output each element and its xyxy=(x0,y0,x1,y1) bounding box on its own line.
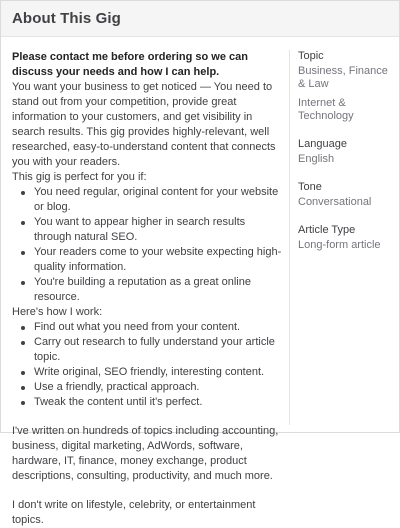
list-item: Carry out research to fully understand your article topic. xyxy=(28,335,282,365)
article-type-label: Article Type xyxy=(298,224,356,236)
list-item: Write original, SEO friendly, interesting content. xyxy=(28,365,282,380)
language-value: English xyxy=(298,153,335,165)
list-item: You want to appear higher in search results through natural SEO. xyxy=(28,215,282,245)
card-title: About This Gig xyxy=(12,10,121,27)
article-type-group xyxy=(298,224,398,252)
list-item: Use a friendly, practical approach. xyxy=(28,380,282,395)
description-lead: Please contact me before ordering so we can discuss your needs and how I can help. xyxy=(12,51,248,78)
perfect-for-heading: This gig is perfect for you if: xyxy=(12,171,147,183)
description-exclusions: I don't write on lifestyle, celebrity, or entertainment topics. xyxy=(12,499,256,526)
tone-group xyxy=(298,181,398,209)
perfect-for-list xyxy=(12,185,282,305)
list-item: Find out what you need from your content. xyxy=(28,320,282,335)
gig-description xyxy=(12,50,282,528)
how-heading: Here's how I work: xyxy=(12,306,103,318)
topic-value: Business, Finance & Law xyxy=(298,65,388,90)
article-type-value: Long-form article xyxy=(298,239,381,251)
topic-label: Topic xyxy=(298,50,324,62)
description-topics: I've written on hundreds of topics including accounting, business, digital marketing, AdWords, software, hardware, IT, finance, money exchange, product descriptions, consulting, productivity, and much more. xyxy=(12,425,279,482)
card-header xyxy=(1,1,399,37)
language-group xyxy=(298,138,398,166)
tone-label: Tone xyxy=(298,181,322,193)
how-list xyxy=(12,320,282,410)
language-label: Language xyxy=(298,138,347,150)
description-intro: You want your business to get noticed — You need to stand out from your competition, provide great information to your customers, and get visibility in search results. This gig provides highly-relevant, well researched, easy-to-understand content that connects you with your readers. xyxy=(12,81,276,168)
gig-metadata xyxy=(298,50,398,267)
card-content xyxy=(1,38,399,526)
list-item: Tweak the content until it's perfect. xyxy=(28,395,282,410)
tone-value: Conversational xyxy=(298,196,372,208)
list-item: You need regular, original content for your website or blog. xyxy=(28,185,282,215)
list-item: Your readers come to your website expecting high-quality information. xyxy=(28,245,282,275)
topic-value: Internet & Technology xyxy=(298,97,354,122)
list-item: You're building a reputation as a great online resource. xyxy=(28,275,282,305)
topic-group xyxy=(298,50,398,123)
column-divider xyxy=(289,50,290,425)
